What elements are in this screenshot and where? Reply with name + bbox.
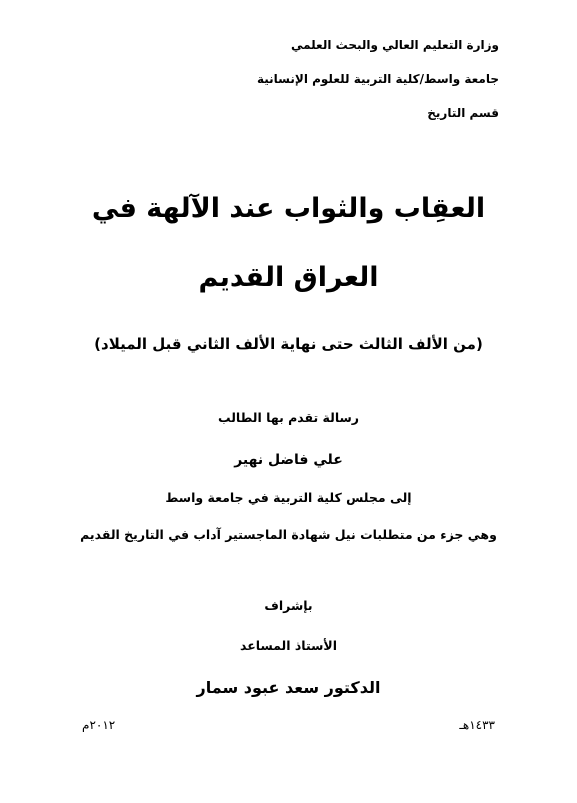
submission-council: إلى مجلس كلية التربية في جامعة واسط	[165, 490, 412, 505]
university-college-name: جامعة واسط/كلية التربية للعلوم الإنسانية	[256, 72, 499, 86]
student-name: علي فاضل نهير	[234, 452, 343, 468]
supervisor-rank: الأستاذ المساعد	[240, 638, 337, 653]
thesis-title-line-1: العقِاب والثواب عند الآلهة في	[91, 193, 486, 224]
hijri-date: ١٤٣٣هـ	[459, 718, 495, 732]
supervision-label: بإشراف	[264, 598, 313, 613]
gregorian-date: ٢٠١٢م	[82, 718, 116, 732]
thesis-title-line-2: العراق القديم	[198, 262, 379, 293]
submission-intro: رسالة تقدم بها الطالب	[218, 410, 359, 425]
supervisor-name: الدكتور سعد عبود سمار	[196, 678, 381, 697]
submission-purpose: وهي جزء من متطلبات نيل شهادة الماجستير آداب في التاريخ القديم	[80, 527, 497, 542]
ministry-name: وزارة التعليم العالي والبحث العلمي	[290, 38, 499, 52]
thesis-subtitle: (من الألف الثالث حتى نهاية الألف الثاني قبل الميلاد)	[94, 335, 483, 353]
department-name: قسم التاريخ	[427, 106, 499, 120]
